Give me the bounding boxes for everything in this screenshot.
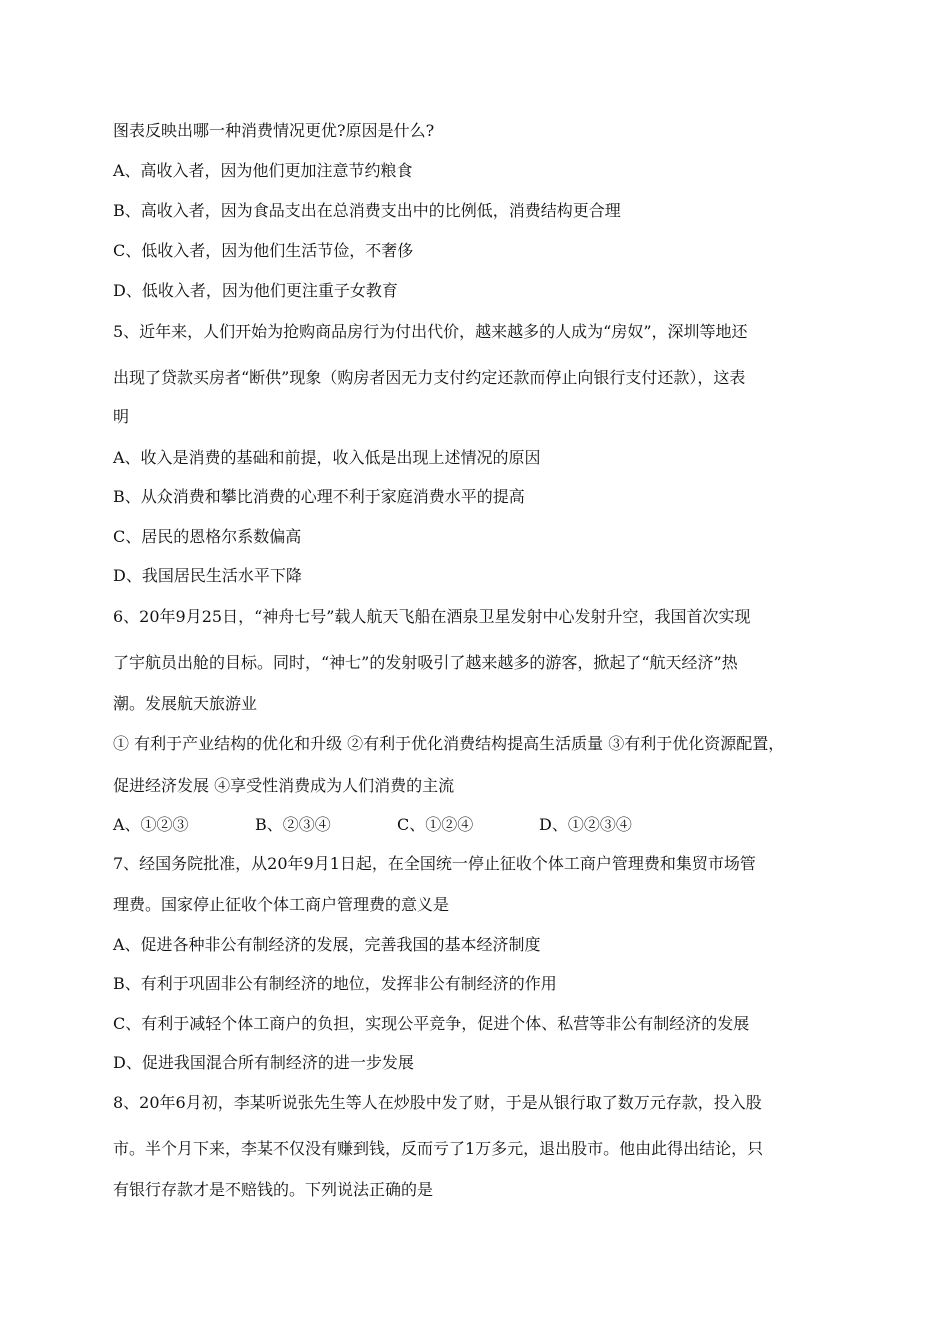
question-5-stem-line-2: 出现了贷款买房者“断供”现象（购房者因无力支付约定还款而停止向银行支付还款），这表 [113,368,746,387]
question-6-stem-line-3: 潮。发展航天旅游业 [113,694,258,713]
question-6-stem-line-1: 6、20年9月25日，“神舟七号”载人航天飞船在酒泉卫星发射中心发射升空，我国首次实现 [113,607,751,626]
question-7-stem-line-2: 理费。国家停止征收个体工商户管理费的意义是 [113,895,450,914]
question-5-option-c: C、居民的恩格尔系数偏高 [113,527,302,546]
question-7-option-b: B、有利于巩固非公有制经济的地位，发挥非公有制经济的作用 [113,974,557,993]
question-7-option-d: D、促进我国混合所有制经济的进一步发展 [113,1053,414,1072]
question-4-option-a: A、高收入者，因为他们更加注意节约粮食 [113,161,413,180]
question-6-option-c: C、①②④ [397,815,474,834]
question-6-option-a: A、①②③ [113,815,189,834]
question-4-stem: 图表反映出哪一种消费情况更优?原因是什么? [113,121,435,140]
question-6-option-d: D、①②③④ [539,815,632,834]
question-5-stem-line-1: 5、近年来，人们开始为抢购商品房行为付出代价，越来越多的人成为“房奴”，深圳等地还 [113,322,748,341]
question-6-stem-line-2: 了宇航员出舱的目标。同时，“神七”的发射吸引了越来越多的游客，掀起了“航天经济”热 [113,653,738,672]
question-4-option-d: D、低收入者，因为他们更注重子女教育 [113,281,398,300]
question-7-option-a: A、促进各种非公有制经济的发展，完善我国的基本经济制度 [113,935,541,954]
question-6-statements-line-2: 促进经济发展 ④享受性消费成为人们消费的主流 [113,776,455,795]
question-7-stem-line-1: 7、经国务院批准，从20年9月1日起，在全国统一停止征收个体工商户管理费和集贸市场管 [113,854,756,873]
question-6-options-row [113,813,632,837]
question-5-option-d: D、我国居民生活水平下降 [113,566,302,585]
question-8-stem-line-3: 有银行存款才是不赔钱的。下列说法正确的是 [113,1180,434,1199]
question-4-option-b: B、高收入者，因为食品支出在总消费支出中的比例低，消费结构更合理 [113,201,621,220]
question-8-stem-line-1: 8、20年6月初，李某听说张先生等人在炒股中发了财，于是从银行取了数万元存款，投入股 [113,1093,762,1112]
question-5-stem-line-3: 明 [113,407,130,426]
question-7-option-c: C、有利于减轻个体工商户的负担，实现公平竞争，促进个体、私营等非公有制经济的发展 [113,1014,750,1033]
question-6-option-b: B、②③④ [255,815,331,834]
question-6-statements-line-1: ① 有利于产业结构的优化和升级 ②有利于优化消费结构提高生活质量 ③有利于优化资源配置， [113,734,785,753]
question-8-stem-line-2: 市。半个月下来，李某不仅没有赚到钱，反而亏了1万多元，退出股市。他由此得出结论，只 [113,1139,764,1158]
question-5-option-b: B、从众消费和攀比消费的心理不利于家庭消费水平的提高 [113,487,525,506]
question-4-option-c: C、低收入者，因为他们生活节俭，不奢侈 [113,241,414,260]
question-5-option-a: A、收入是消费的基础和前提，收入低是出现上述情况的原因 [113,448,541,467]
